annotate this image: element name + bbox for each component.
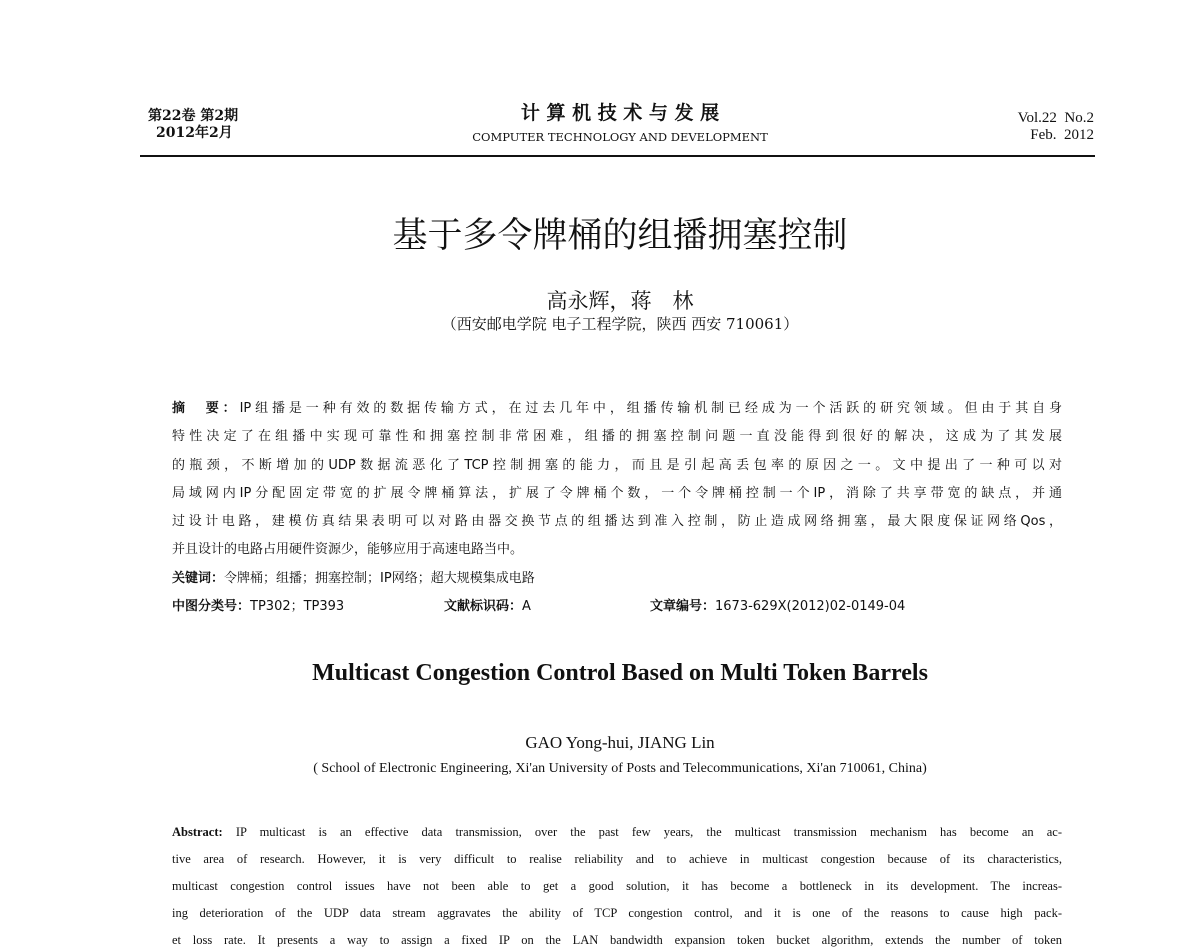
journal-name bbox=[400, 98, 840, 144]
abstract-line: multicast congestion control issues have not been able to get a good solution, it has become a bottleneck in its development. The increas- bbox=[172, 879, 1062, 893]
classification-line bbox=[172, 593, 1062, 621]
abstract-line: 特性决定了在组播中实现可靠性和拥塞控制非常困难，组播的拥塞控制问题一直没能得到很好的解决，这成为了其发展 bbox=[172, 429, 1062, 445]
article-number bbox=[650, 593, 905, 621]
doc-code-label: 文献标识码： bbox=[444, 599, 523, 615]
keywords-zh bbox=[172, 565, 1062, 593]
date-text: 2012年2月 bbox=[156, 125, 233, 141]
abstract-line: 的瓶颈，不断增加的UDP数据流恶化了TCP控制拥塞的能力，而且是引起高丢包率的原因之一。文中提出了一种可以对 bbox=[172, 457, 1062, 473]
abstract-line bbox=[172, 395, 1062, 423]
abstract-zh bbox=[172, 395, 1062, 621]
doc-code bbox=[444, 593, 531, 621]
abstract-text: IP组播是一种有效的数据传输方式，在过去几年中，组播传输机制已经成为一个活跃的研究领域。但由于其自身 bbox=[239, 401, 1062, 416]
abstract-line: 过设计电路，建模仿真结果表明可以对路由器交换节点的组播达到准入控制，防止造成网络拥塞，最大限度保证网络Qos， bbox=[172, 514, 1062, 530]
header-rule bbox=[140, 155, 1095, 157]
authors-zh: 高永辉，蒋 林 bbox=[546, 289, 694, 313]
doc-code-value: A bbox=[522, 599, 531, 615]
article-number-label: 文章编号： bbox=[650, 599, 716, 615]
affiliation-en: ( School of Electronic Engineering, Xi'an University of Posts and Telecommunications, Xi'an 710061, China) bbox=[313, 761, 927, 776]
abstract-line: et loss rate. It presents a way to assign a fixed IP on the LAN bandwidth expansion token bucket algorithm, extends the number of token bbox=[172, 933, 1062, 947]
abstract-line: ing deterioration of the UDP data stream aggravates the ability of TCP congestion control, and it is one of the reasons to cause high pack- bbox=[172, 906, 1062, 920]
volume-issue-zh bbox=[148, 108, 238, 142]
abstract-line: 局域网内IP分配固定带宽的扩展令牌桶算法，扩展了令牌桶个数，一个令牌桶控制一个IP，消除了共享带宽的缺点，并通 bbox=[172, 485, 1062, 501]
abstract-line: 并且设计的电路占用硬件资源少，能够应用于高速电路当中。 bbox=[172, 542, 524, 558]
abstract-label: 摘 要： bbox=[172, 401, 240, 416]
keywords-label: 关键词： bbox=[172, 570, 225, 586]
clc-label: 中图分类号： bbox=[172, 599, 251, 615]
volume-en: Vol.22 No.2 bbox=[1017, 110, 1094, 126]
clc bbox=[172, 599, 344, 614]
date-en: Feb. 2012 bbox=[1030, 127, 1094, 143]
volume-text: 第22卷 第2期 bbox=[148, 108, 239, 124]
volume-issue-en bbox=[1018, 110, 1094, 144]
journal-name-zh: 计 算 机 技 术 与 发 展 bbox=[520, 102, 720, 124]
abstract-text: IP multicast is an effective data transmission, over the past few years, the multicast transmission mechanism has become an ac- bbox=[235, 825, 1062, 839]
abstract-label: Abstract: bbox=[172, 825, 223, 839]
article-number-value: 1673-629X(2012)02-0149-04 bbox=[715, 599, 906, 615]
title-zh: 基于多令牌桶的组播拥塞控制 bbox=[392, 216, 848, 256]
title-en: Multicast Congestion Control Based on Multi Token Barrels bbox=[312, 660, 928, 686]
keywords-text: 令牌桶；组播；拥塞控制；IP网络；超大规模集成电路 bbox=[224, 570, 535, 586]
affiliation-zh: （西安邮电学院 电子工程学院，陕西 西安 710061） bbox=[441, 315, 799, 333]
authors-en: GAO Yong-hui, JIANG Lin bbox=[525, 733, 715, 752]
clc-value: TP302；TP393 bbox=[250, 599, 345, 615]
abstract-line: tive area of research. However, it is very difficult to realise reliability and to achieve in multicast congestion because of its characteristics, bbox=[172, 852, 1062, 866]
abstract-en bbox=[172, 819, 1062, 952]
journal-name-en: COMPUTER TECHNOLOGY AND DEVELOPMENT bbox=[472, 130, 768, 144]
abstract-line bbox=[172, 819, 1062, 846]
